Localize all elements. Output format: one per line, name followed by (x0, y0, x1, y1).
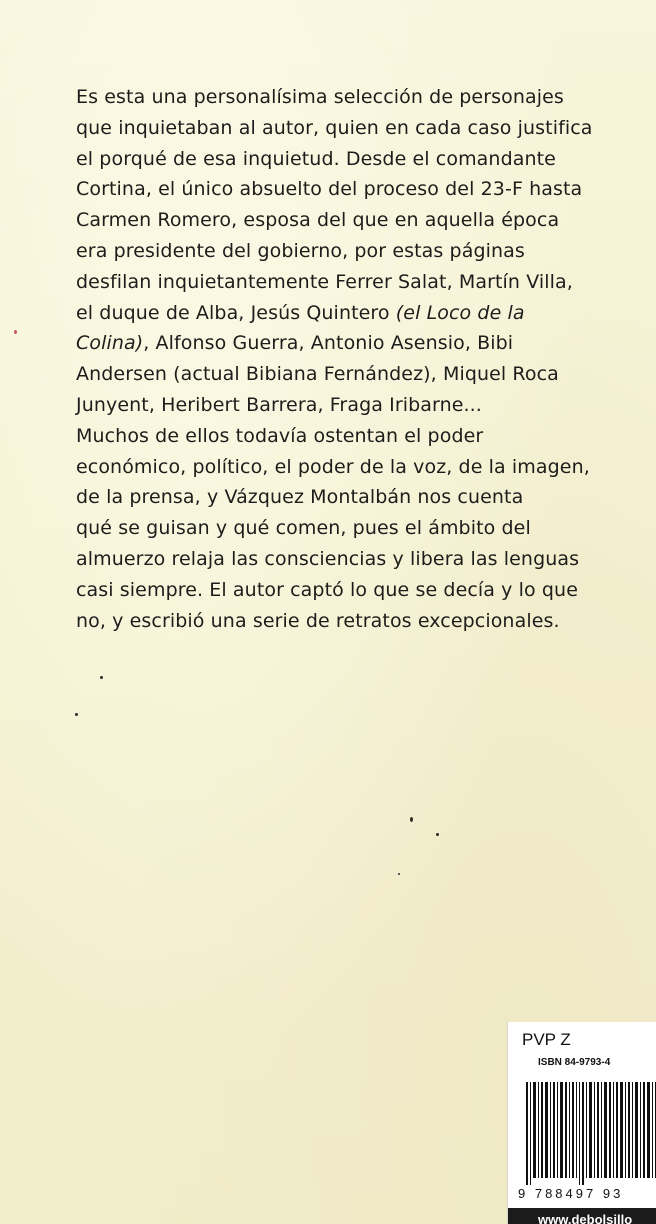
isbn-text: ISBN 84-9793-4 (538, 1057, 611, 1068)
blurb-text: , Alfonso Guerra, Antonio Asensio, Bibi (143, 332, 514, 355)
blurb-italic-text: Colina) (76, 332, 144, 355)
publisher-website: www.debolsillo (538, 1212, 633, 1224)
blurb-line: Andersen (actual Bibiana Fernández), Miquel Roca (76, 363, 559, 386)
ink-speck (75, 713, 78, 716)
blurb-line: Muchos de ellos todavía ostentan el poder (76, 424, 484, 447)
blurb-italic-text: (el Loco de la (395, 301, 525, 324)
ink-speck (14, 330, 17, 334)
blurb-line: Carmen Romero, esposa del que en aquella época (76, 209, 560, 232)
blurb-line (76, 328, 636, 359)
ink-speck (436, 833, 439, 836)
ink-speck (410, 817, 413, 822)
blurb-line: desfilan inquietantemente Ferrer Salat, Martín Villa, (76, 270, 573, 293)
blurb-line: económico, político, el poder de la voz, de la imagen, (76, 455, 590, 478)
blurb-line: era presidente del gobierno, por estas páginas (76, 239, 525, 262)
pvp-label: PVP Z (522, 1030, 571, 1049)
blurb-line: que inquietaban al autor, quien en cada caso justifica (76, 116, 593, 139)
blurb-line: almuerzo relaja las consciencias y libera las lenguas (76, 547, 580, 570)
blurb-line: de la prensa, y Vázquez Montalbán nos cuenta (76, 486, 524, 509)
blurb-line: qué se guisan y qué comen, pues el ámbito del (76, 517, 531, 540)
price-barcode-sticker (508, 1022, 656, 1224)
barcode-icon (526, 1082, 656, 1185)
blurb-line: Junyent, Heribert Barrera, Fraga Iribarne... (76, 393, 482, 416)
ink-speck (398, 873, 400, 875)
blurb-text: el duque de Alba, Jesús Quintero (76, 301, 390, 324)
blurb-line: casi siempre. El autor captó lo que se decía y lo que (76, 578, 578, 601)
blurb-line: no, y escribió una serie de retratos excepcionales. (76, 609, 560, 632)
ean-digits: 9 788497 93 (518, 1186, 624, 1201)
blurb-line: Es esta una personalísima selección de personajes (76, 86, 564, 108)
ink-speck (100, 676, 103, 679)
back-cover-blurb (76, 82, 636, 636)
blurb-line: el porqué de esa inquietud. Desde el comandante (76, 147, 556, 170)
blurb-line: Cortina, el único absuelto del proceso del 23-F hasta (76, 178, 583, 201)
publisher-web-bar (508, 1208, 656, 1224)
blurb-line (76, 298, 636, 329)
